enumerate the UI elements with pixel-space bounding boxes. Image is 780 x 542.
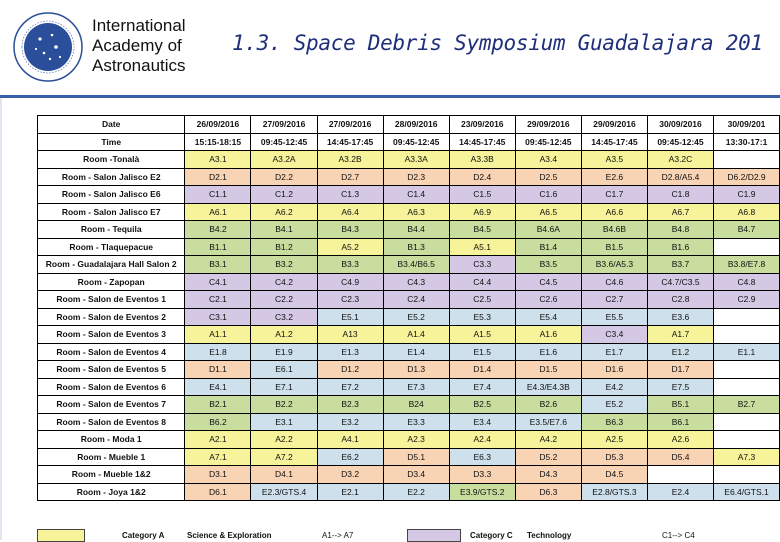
session-cell: B1.5: [581, 238, 647, 256]
session-cell: A6.4: [317, 203, 383, 221]
session-cell: A3.1: [185, 151, 251, 169]
session-cell: B3.6/A5.3: [581, 256, 647, 274]
session-cell: C4.9: [317, 273, 383, 291]
session-cell: B4.7: [714, 221, 780, 239]
session-cell: E1.4: [383, 343, 449, 361]
session-cell: A1.2: [251, 326, 317, 344]
date-cell: 30/09/201: [714, 116, 780, 134]
session-cell: E5.4: [515, 308, 581, 326]
session-cell: A2.2: [251, 431, 317, 449]
session-cell: E4.1: [185, 378, 251, 396]
session-cell: [714, 378, 780, 396]
session-cell: C2.2: [251, 291, 317, 309]
session-cell: [714, 466, 780, 484]
session-cell: B3.5: [515, 256, 581, 274]
session-cell: B1.4: [515, 238, 581, 256]
session-cell: E1.9: [251, 343, 317, 361]
session-cell: D1.2: [317, 361, 383, 379]
session-cell: E7.2: [317, 378, 383, 396]
org-line: Academy of: [92, 36, 182, 55]
session-cell: E1.1: [714, 343, 780, 361]
session-cell: B1.3: [383, 238, 449, 256]
session-cell: [714, 308, 780, 326]
room-label: Room - Salon Jalisco E6: [38, 186, 185, 204]
session-cell: B2.6: [515, 396, 581, 414]
session-cell: D6.1: [185, 483, 251, 501]
session-cell: D6.3: [515, 483, 581, 501]
session-cell: B4.2: [185, 221, 251, 239]
session-cell: C3.3: [449, 256, 515, 274]
room-label: Room - Salon de Eventos 5: [38, 361, 185, 379]
schedule-table: [37, 115, 780, 501]
session-cell: C1.6: [515, 186, 581, 204]
session-cell: C3.4: [581, 326, 647, 344]
session-cell: A6.8: [714, 203, 780, 221]
date-label: Date: [38, 116, 185, 134]
session-cell: E6.2: [317, 448, 383, 466]
legend-cat-c-range: C1--> C4: [662, 531, 695, 540]
table-row: [38, 221, 780, 239]
date-cell: 27/09/2016: [317, 116, 383, 134]
table-row: [38, 186, 780, 204]
session-cell: [714, 361, 780, 379]
session-cell: A1.1: [185, 326, 251, 344]
session-cell: E4.2: [581, 378, 647, 396]
session-cell: A7.1: [185, 448, 251, 466]
session-cell: A1.6: [515, 326, 581, 344]
session-cell: B2.2: [251, 396, 317, 414]
session-cell: E5.5: [581, 308, 647, 326]
session-cell: C2.5: [449, 291, 515, 309]
session-cell: D2.8/A5.4: [647, 168, 713, 186]
time-cell: 14:45-17:45: [317, 133, 383, 151]
room-label: Room - Salon de Eventos 3: [38, 326, 185, 344]
slide-title: 1.3. Space Debris Symposium Guadalajara 201: [232, 31, 763, 55]
table-row: [38, 238, 780, 256]
session-cell: C1.7: [581, 186, 647, 204]
session-cell: C4.7/C3.5: [647, 273, 713, 291]
session-cell: A2.3: [383, 431, 449, 449]
session-cell: E2.8/GTS.3: [581, 483, 647, 501]
room-label: Room - Salon Jalisco E2: [38, 168, 185, 186]
schedule-table-container: [37, 115, 780, 517]
session-cell: D2.3: [383, 168, 449, 186]
room-label: Room - Guadalajara Hall Salon 2: [38, 256, 185, 274]
session-cell: B3.1: [185, 256, 251, 274]
session-cell: [714, 238, 780, 256]
session-cell: E7.5: [647, 378, 713, 396]
session-cell: A3.2C: [647, 151, 713, 169]
time-row: [38, 133, 780, 151]
session-cell: B3.3: [317, 256, 383, 274]
time-cell: 13:30-17:1: [714, 133, 780, 151]
session-cell: D2.5: [515, 168, 581, 186]
session-cell: C3.2: [251, 308, 317, 326]
time-cell: 14:45-17:45: [581, 133, 647, 151]
session-cell: D5.1: [383, 448, 449, 466]
session-cell: A6.9: [449, 203, 515, 221]
date-row: [38, 116, 780, 134]
session-cell: C4.6: [581, 273, 647, 291]
session-cell: B2.5: [449, 396, 515, 414]
time-cell: 09:45-12:45: [647, 133, 713, 151]
time-cell: 14:45-17:45: [449, 133, 515, 151]
table-row: [38, 466, 780, 484]
session-cell: E6.4/GTS.1: [714, 483, 780, 501]
table-row: [38, 151, 780, 169]
org-name: [92, 16, 186, 76]
session-cell: B2.7: [714, 396, 780, 414]
session-cell: E2.3/GTS.4: [251, 483, 317, 501]
session-cell: E1.6: [515, 343, 581, 361]
session-cell: E1.2: [647, 343, 713, 361]
session-cell: A2.1: [185, 431, 251, 449]
session-cell: C2.3: [317, 291, 383, 309]
session-cell: E1.5: [449, 343, 515, 361]
room-label: Room - Mueble 1: [38, 448, 185, 466]
org-line: International: [92, 16, 186, 35]
time-cell: 09:45-12:45: [383, 133, 449, 151]
time-cell: 09:45-12:45: [251, 133, 317, 151]
table-row: [38, 168, 780, 186]
room-label: Room - Tequila: [38, 221, 185, 239]
date-cell: 29/09/2016: [581, 116, 647, 134]
session-cell: D4.5: [581, 466, 647, 484]
session-cell: E3.3: [383, 413, 449, 431]
room-label: Room - Moda 1: [38, 431, 185, 449]
session-cell: B6.2: [185, 413, 251, 431]
session-cell: D5.3: [581, 448, 647, 466]
session-cell: D1.6: [581, 361, 647, 379]
session-cell: A5.1: [449, 238, 515, 256]
session-cell: E3.2: [317, 413, 383, 431]
session-cell: E2.6: [581, 168, 647, 186]
room-label: Room - Salon de Eventos 7: [38, 396, 185, 414]
session-cell: A2.4: [449, 431, 515, 449]
session-cell: D4.1: [251, 466, 317, 484]
room-label: Room - Zapopan: [38, 273, 185, 291]
session-cell: B4.6B: [581, 221, 647, 239]
session-cell: B1.6: [647, 238, 713, 256]
session-cell: E3.4: [449, 413, 515, 431]
table-row: [38, 396, 780, 414]
table-row: [38, 483, 780, 501]
session-cell: B6.1: [647, 413, 713, 431]
table-row: [38, 291, 780, 309]
session-cell: [714, 151, 780, 169]
room-label: Room - Salon de Eventos 2: [38, 308, 185, 326]
session-cell: D3.3: [449, 466, 515, 484]
session-cell: B3.7: [647, 256, 713, 274]
session-cell: E7.3: [383, 378, 449, 396]
org-line: Astronautics: [92, 56, 186, 75]
session-cell: B3.8/E7.8: [714, 256, 780, 274]
legend-swatch-a: [37, 529, 85, 542]
session-cell: D1.7: [647, 361, 713, 379]
session-cell: A3.3A: [383, 151, 449, 169]
session-cell: B2.1: [185, 396, 251, 414]
session-cell: C2.1: [185, 291, 251, 309]
session-cell: D2.1: [185, 168, 251, 186]
session-cell: A1.4: [383, 326, 449, 344]
session-cell: E5.2: [581, 396, 647, 414]
table-row: [38, 431, 780, 449]
session-cell: A5.2: [317, 238, 383, 256]
session-cell: C1.5: [449, 186, 515, 204]
session-cell: E4.3/E4.3B: [515, 378, 581, 396]
table-row: [38, 326, 780, 344]
session-cell: A4.2: [515, 431, 581, 449]
legend-cat-a-range: A1--> A7: [322, 531, 354, 540]
session-cell: A2.6: [647, 431, 713, 449]
session-cell: C1.2: [251, 186, 317, 204]
session-cell: B1.2: [251, 238, 317, 256]
session-cell: D5.4: [647, 448, 713, 466]
session-cell: E2.1: [317, 483, 383, 501]
session-cell: B3.4/B6.5: [383, 256, 449, 274]
session-cell: E3.6: [647, 308, 713, 326]
session-cell: C3.1: [185, 308, 251, 326]
table-row: [38, 361, 780, 379]
session-cell: E6.3: [449, 448, 515, 466]
session-cell: A2.5: [581, 431, 647, 449]
table-row: [38, 343, 780, 361]
date-cell: 28/09/2016: [383, 116, 449, 134]
session-cell: E2.2: [383, 483, 449, 501]
table-row: [38, 448, 780, 466]
header-rule: [0, 95, 780, 98]
session-cell: C1.1: [185, 186, 251, 204]
session-cell: A3.2B: [317, 151, 383, 169]
session-cell: B24: [383, 396, 449, 414]
session-cell: C2.8: [647, 291, 713, 309]
session-cell: D1.3: [383, 361, 449, 379]
session-cell: E7.1: [251, 378, 317, 396]
table-row: [38, 378, 780, 396]
session-cell: A6.7: [647, 203, 713, 221]
session-cell: E2.4: [647, 483, 713, 501]
session-cell: A6.6: [581, 203, 647, 221]
table-row: [38, 308, 780, 326]
date-cell: 29/09/2016: [515, 116, 581, 134]
session-cell: E5.3: [449, 308, 515, 326]
session-cell: [714, 431, 780, 449]
session-cell: C4.8: [714, 273, 780, 291]
session-cell: A4.1: [317, 431, 383, 449]
session-cell: C1.9: [714, 186, 780, 204]
time-cell: 15:15-18:15: [185, 133, 251, 151]
session-cell: C2.4: [383, 291, 449, 309]
session-cell: B4.3: [317, 221, 383, 239]
session-cell: [714, 413, 780, 431]
iaa-logo-icon: [12, 11, 84, 83]
session-cell: A6.1: [185, 203, 251, 221]
session-cell: E1.8: [185, 343, 251, 361]
session-cell: B5.1: [647, 396, 713, 414]
session-cell: B4.8: [647, 221, 713, 239]
time-label: Time: [38, 133, 185, 151]
session-cell: E3.5/E7.6: [515, 413, 581, 431]
session-cell: D2.7: [317, 168, 383, 186]
room-label: Room - Salon Jalisco E7: [38, 203, 185, 221]
legend-swatch-c: [407, 529, 461, 542]
session-cell: E7.4: [449, 378, 515, 396]
table-row: [38, 256, 780, 274]
session-cell: C4.3: [383, 273, 449, 291]
session-cell: C1.8: [647, 186, 713, 204]
session-cell: C2.6: [515, 291, 581, 309]
legend-cat-a-desc: Science & Exploration: [187, 531, 272, 540]
session-cell: D6.2/D2.9: [714, 168, 780, 186]
room-label: Room - Salon de Eventos 4: [38, 343, 185, 361]
session-cell: E5.2: [383, 308, 449, 326]
session-cell: E3.9/GTS.2: [449, 483, 515, 501]
session-cell: B3.2: [251, 256, 317, 274]
session-cell: D4.3: [515, 466, 581, 484]
session-cell: C4.4: [449, 273, 515, 291]
legend-cat-c: Category C: [470, 531, 513, 540]
legend-cat-c-desc: Technology: [527, 531, 572, 540]
session-cell: D5.2: [515, 448, 581, 466]
session-cell: E1.3: [317, 343, 383, 361]
session-cell: [647, 466, 713, 484]
session-cell: A13: [317, 326, 383, 344]
session-cell: [714, 326, 780, 344]
session-cell: A6.2: [251, 203, 317, 221]
session-cell: A3.2A: [251, 151, 317, 169]
room-label: Room - Joya 1&2: [38, 483, 185, 501]
session-cell: E6.1: [251, 361, 317, 379]
session-cell: B4.1: [251, 221, 317, 239]
session-cell: C4.1: [185, 273, 251, 291]
category-legend: [37, 527, 780, 540]
session-cell: D2.2: [251, 168, 317, 186]
session-cell: A1.5: [449, 326, 515, 344]
room-label: Room - Salon de Eventos 8: [38, 413, 185, 431]
session-cell: A3.5: [581, 151, 647, 169]
table-row: [38, 413, 780, 431]
room-label: Room - Salon de Eventos 6: [38, 378, 185, 396]
session-cell: A7.3: [714, 448, 780, 466]
session-cell: B4.5: [449, 221, 515, 239]
session-cell: C4.2: [251, 273, 317, 291]
session-cell: D1.5: [515, 361, 581, 379]
session-cell: D1.1: [185, 361, 251, 379]
room-label: Room - Tlaquepacue: [38, 238, 185, 256]
session-cell: D3.4: [383, 466, 449, 484]
session-cell: C2.7: [581, 291, 647, 309]
session-cell: A3.3B: [449, 151, 515, 169]
session-cell: E5.1: [317, 308, 383, 326]
session-cell: C2.9: [714, 291, 780, 309]
room-label: Room -Tonalà: [38, 151, 185, 169]
room-label: Room - Salon de Eventos 1: [38, 291, 185, 309]
page-header: [0, 0, 780, 96]
table-row: [38, 273, 780, 291]
session-cell: D1.4: [449, 361, 515, 379]
room-label: Room - Mueble 1&2: [38, 466, 185, 484]
date-cell: 26/09/2016: [185, 116, 251, 134]
session-cell: E3.1: [251, 413, 317, 431]
session-cell: A6.3: [383, 203, 449, 221]
date-cell: 30/09/2016: [647, 116, 713, 134]
session-cell: B2.3: [317, 396, 383, 414]
session-cell: D2.4: [449, 168, 515, 186]
session-cell: A1.7: [647, 326, 713, 344]
legend-cat-a: Category A: [122, 531, 165, 540]
session-cell: C1.3: [317, 186, 383, 204]
session-cell: B4.6A: [515, 221, 581, 239]
session-cell: B1.1: [185, 238, 251, 256]
session-cell: A3.4: [515, 151, 581, 169]
session-cell: A7.2: [251, 448, 317, 466]
session-cell: B4.4: [383, 221, 449, 239]
session-cell: C1.4: [383, 186, 449, 204]
session-cell: A6.5: [515, 203, 581, 221]
session-cell: D3.1: [185, 466, 251, 484]
session-cell: B6.3: [581, 413, 647, 431]
session-cell: E1.7: [581, 343, 647, 361]
date-cell: 23/09/2016: [449, 116, 515, 134]
table-row: [38, 203, 780, 221]
left-margin-line: [0, 98, 2, 540]
session-cell: D3.2: [317, 466, 383, 484]
session-cell: C4.5: [515, 273, 581, 291]
date-cell: 27/09/2016: [251, 116, 317, 134]
time-cell: 09:45-12:45: [515, 133, 581, 151]
